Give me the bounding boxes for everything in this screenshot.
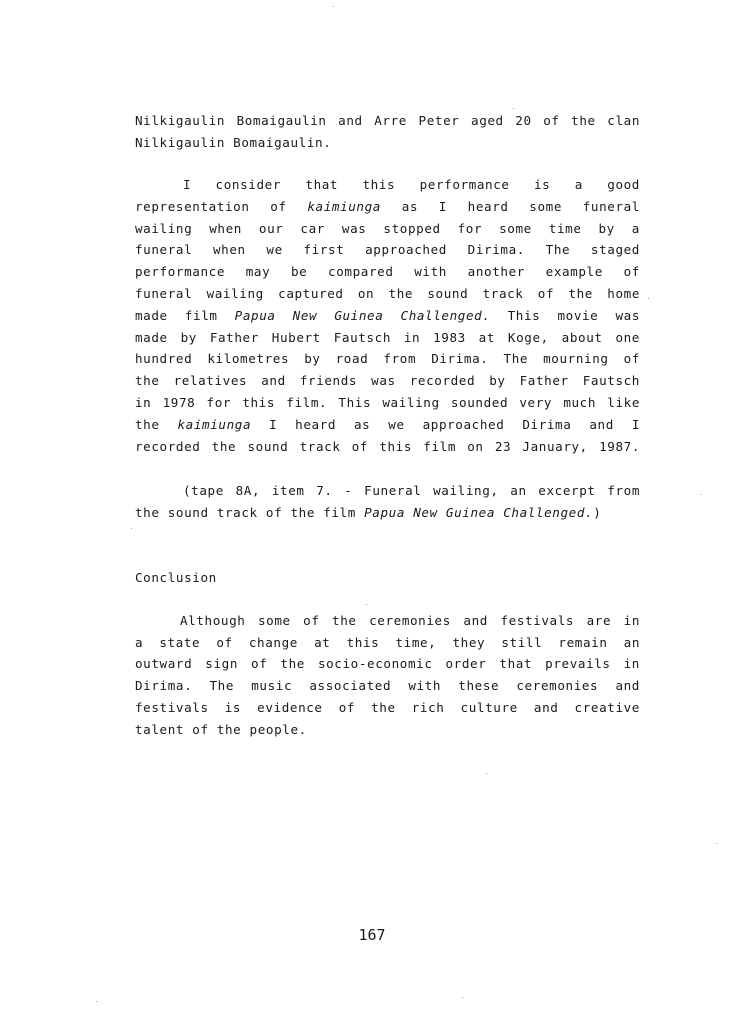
- scan-speck: [700, 494, 701, 495]
- p1-line-13: recorded the sound track of this film on 23 January, 1987.: [135, 439, 640, 454]
- p1-line-4: funeral when we first approached Dirima. The staged: [135, 242, 640, 257]
- p1-line-7: [135, 309, 640, 323]
- p1-term-kaimiunga: kaimiunga: [307, 199, 381, 214]
- scan-speck: [333, 6, 334, 7]
- scan-speck: [462, 997, 463, 998]
- p1-film-title: Papua New Guinea Challenged.: [234, 308, 491, 323]
- conclusion-line-4: Dirima. The music associated with these ceremonies and: [135, 678, 640, 693]
- p1-line-9: hundred kilometres by road from Dirima. The mourning of: [135, 351, 640, 366]
- scan-speck: [648, 298, 649, 299]
- tape-ref-line-2a: the sound track of the film: [135, 505, 356, 520]
- section-heading-conclusion: Conclusion: [135, 570, 217, 585]
- tape-ref-film-title: Papua New Guinea Challenged.: [364, 505, 594, 520]
- conclusion-line-3: outward sign of the socio-economic order that prevails in: [135, 656, 640, 671]
- intro-line-1: Nilkigaulin Bomaigaulin and Arre Peter aged 20 of the clan: [135, 113, 640, 128]
- p1-line-1: I consider that this performance is a good: [183, 177, 640, 192]
- p1-line-7c: This movie was: [507, 308, 641, 323]
- scan-speck: [513, 108, 514, 109]
- p1-line-2c: as I heard some funeral: [401, 199, 640, 214]
- scan-speck: [96, 1001, 97, 1002]
- scan-speck: [131, 528, 132, 529]
- tape-ref-line-2: [135, 506, 640, 520]
- tape-ref-close-paren: ): [593, 505, 602, 520]
- p1-term-kaimiunga-2: kaimiunga: [177, 417, 252, 432]
- page-number: 167: [358, 926, 386, 944]
- p1-line-11: in 1978 for this film. This wailing sounded very much like: [135, 395, 640, 410]
- p1-line-2a: representation of: [135, 199, 287, 214]
- scan-speck: [716, 843, 717, 844]
- p1-line-7a: made film: [135, 308, 218, 323]
- scan-speck: [486, 773, 487, 774]
- conclusion-line-6: talent of the people.: [135, 722, 307, 737]
- conclusion-line-2: a state of change at this time, they still remain an: [135, 635, 640, 650]
- scan-speck: [366, 604, 367, 605]
- p1-line-12c: I heard as we approached Dirima and I: [269, 417, 641, 432]
- p1-line-6: funeral wailing captured on the sound track of the home: [135, 286, 640, 301]
- p1-line-12: [135, 418, 640, 432]
- conclusion-line-5: festivals is evidence of the rich culture and creative: [135, 700, 640, 715]
- intro-line-2: Nilkigaulin Bomaigaulin.: [135, 135, 332, 150]
- p1-line-5: performance may be compared with another example of: [135, 264, 640, 279]
- p1-line-2: [135, 200, 640, 214]
- p1-line-3: wailing when our car was stopped for some time by a: [135, 221, 640, 236]
- tape-ref-line-1: (tape 8A, item 7. - Funeral wailing, an excerpt from: [183, 483, 640, 498]
- p1-line-10: the relatives and friends was recorded by Father Fautsch: [135, 373, 640, 388]
- p1-line-8: made by Father Hubert Fautsch in 1983 at Koge, about one: [135, 330, 640, 345]
- conclusion-line-1: Although some of the ceremonies and festivals are in: [180, 613, 640, 628]
- p1-line-12a: the: [135, 417, 160, 432]
